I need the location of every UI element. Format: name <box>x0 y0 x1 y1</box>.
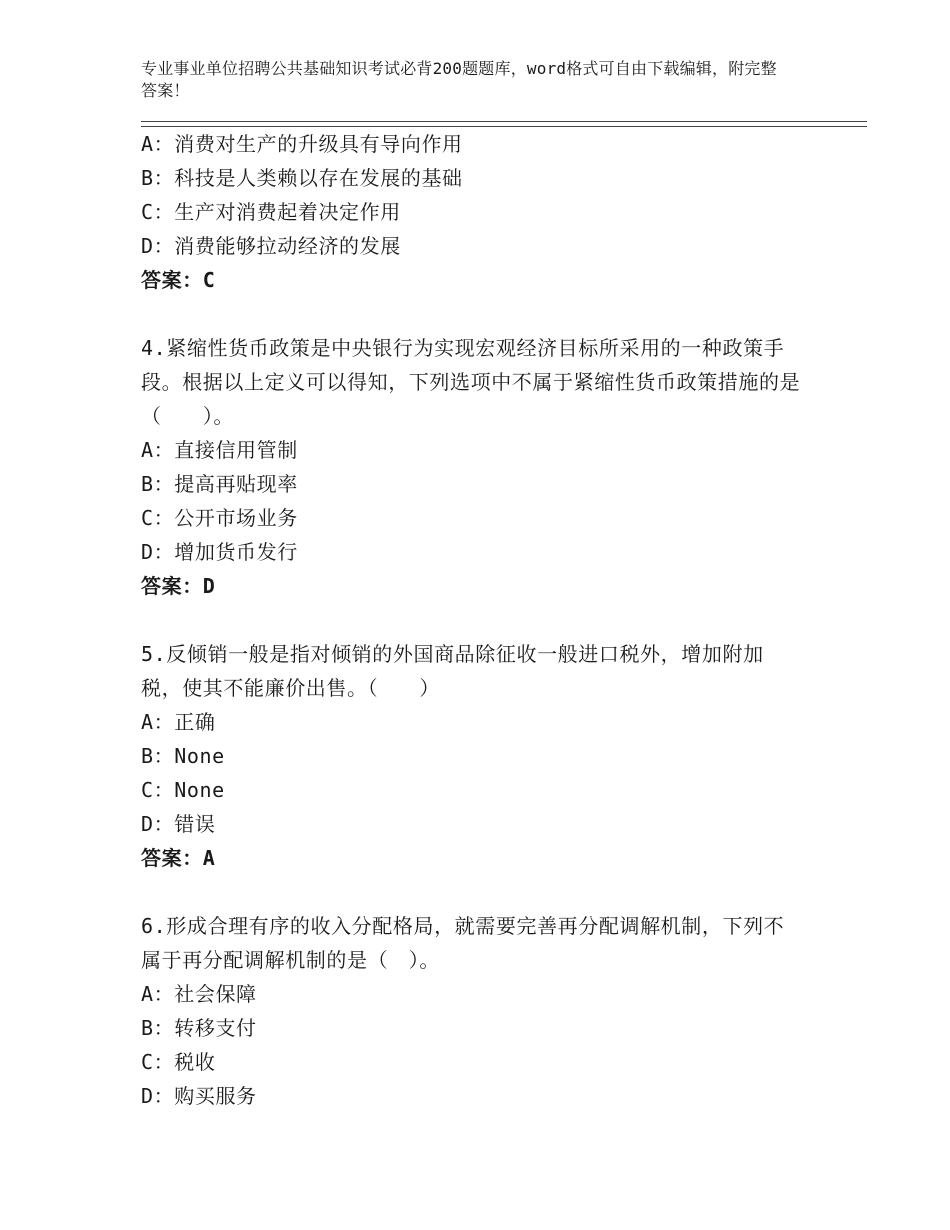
option-a: A：正确 <box>141 710 216 734</box>
answer-label: 答案：A <box>141 846 216 870</box>
option-a: A：社会保障 <box>141 982 257 1006</box>
option-d: D：购买服务 <box>141 1084 257 1108</box>
header-rule-top <box>141 121 867 122</box>
option-b: B：None <box>141 744 225 768</box>
option-a: A：消费对生产的升级具有导向作用 <box>141 132 463 156</box>
option-c: C：生产对消费起着决定作用 <box>141 200 401 224</box>
document-body <box>141 127 801 1113</box>
document-header <box>141 58 791 102</box>
option-d: D：错误 <box>141 812 216 836</box>
option-b: B：转移支付 <box>141 1016 257 1040</box>
header-title: 专业事业单位招聘公共基础知识考试必背200题题库，word格式可自由下载编辑，附完整答案！ <box>141 59 777 100</box>
option-d: D：消费能够拉动经济的发展 <box>141 234 401 258</box>
question-3-continued <box>141 127 801 297</box>
question-stem: 5.反倾销一般是指对倾销的外国商品除征收一般进口税外，增加附加税，使其不能廉价出售。（ ） <box>141 642 764 700</box>
option-b: B：提高再贴现率 <box>141 472 298 496</box>
option-c: C：None <box>141 778 225 802</box>
answer-label: 答案：D <box>141 574 216 598</box>
option-c: C：税收 <box>141 1050 216 1074</box>
question-stem: 6.形成合理有序的收入分配格局，就需要完善再分配调解机制，下列不属于再分配调解机制的是（ ）。 <box>141 914 785 972</box>
option-a: A：直接信用管制 <box>141 438 298 462</box>
question-5 <box>141 637 801 875</box>
answer-label: 答案：C <box>141 268 216 292</box>
option-b: B：科技是人类赖以存在发展的基础 <box>141 166 463 190</box>
option-c: C：公开市场业务 <box>141 506 298 530</box>
question-6 <box>141 909 801 1113</box>
question-4 <box>141 331 801 603</box>
question-stem: 4.紧缩性货币政策是中央银行为实现宏观经济目标所采用的一种政策手段。根据以上定义可以得知，下列选项中不属于紧缩性货币政策措施的是（ ）。 <box>141 336 801 428</box>
option-d: D：增加货币发行 <box>141 540 298 564</box>
